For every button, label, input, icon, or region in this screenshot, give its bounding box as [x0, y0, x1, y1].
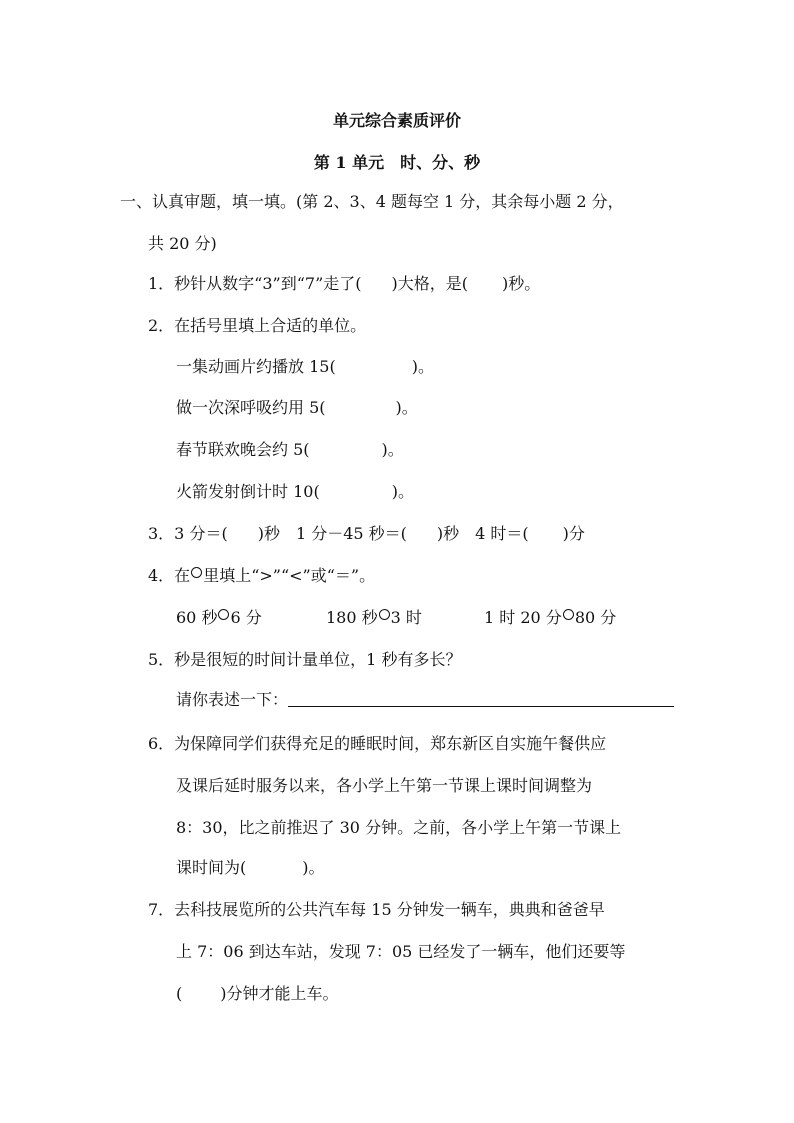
q2-item-4-pre: 火箭发射倒计时 10(: [176, 482, 320, 501]
q4-stem-a: 4．在: [148, 566, 191, 585]
q2-item-2-pre: 做一次深呼吸约用 5(: [176, 398, 326, 417]
compare-circle-1[interactable]: [218, 609, 229, 620]
q7-text-a: (: [176, 984, 183, 1003]
question-6-line-3: 8：30，比之前推迟了 30 分钟。之前，各小学上午第一节课上: [176, 818, 622, 837]
q4-compare-3: [484, 608, 616, 628]
q1-text-a: 1．秒针从数字“3”到“7”走了(: [148, 274, 362, 293]
q2-item-4: [176, 482, 414, 502]
question-7-line-2: 上 7：06 到达车站，发现 7：05 已经发了一辆车，他们还要等: [176, 942, 626, 961]
q2-item-1-pre: 一集动画片约播放 15(: [176, 357, 336, 376]
question-7-line-3: [176, 984, 339, 1004]
question-1: [148, 274, 540, 294]
compare-circle-2[interactable]: [379, 609, 390, 620]
unit-subtitle: 第 1 单元 时、分、秒: [313, 153, 481, 172]
q3-part-2: )秒 1 分－45 秒＝(: [257, 524, 407, 543]
q4-c1-right: 6 分: [230, 608, 262, 627]
q5-answer-line: [176, 690, 674, 710]
q2-item-2-post: )。: [395, 398, 418, 417]
page-title: 单元综合素质评价: [332, 111, 461, 130]
question-6-line-4: [176, 858, 325, 878]
q2-item-3: [176, 440, 404, 460]
q6-text-b: )。: [302, 858, 325, 877]
q2-item-4-post: )。: [391, 482, 414, 501]
question-2-stem: 2．在括号里填上合适的单位。: [148, 316, 367, 335]
q2-item-2: [176, 398, 418, 418]
q7-text-b: )分钟才能上车。: [220, 984, 339, 1003]
q4-stem-b: 里填上“>”“<”或“＝”。: [203, 566, 376, 585]
q1-text-b: )大格，是(: [391, 274, 469, 293]
q4-c2-left: 180 秒: [326, 608, 378, 627]
q5-answer-field[interactable]: [288, 690, 674, 707]
q4-c3-left: 1 时 20 分: [484, 608, 562, 627]
circle-icon: [191, 567, 202, 578]
q5-prompt: 请你表述一下：: [176, 690, 289, 709]
q2-item-1-post: )。: [411, 357, 434, 376]
q4-c1-left: 60 秒: [176, 608, 218, 627]
question-6-line-1: 6．为保障同学们获得充足的睡眠时间，郑东新区自实施午餐供应: [148, 734, 607, 753]
question-6-line-2: 及课后延时服务以来，各小学上午第一节课上课时间调整为: [176, 776, 593, 795]
question-7-line-1: 7．去科技展览所的公共汽车每 15 分钟发一辆车，典典和爸爸早: [148, 900, 605, 919]
q2-item-1: [176, 357, 434, 377]
section-heading-cont: 共 20 分): [148, 234, 217, 253]
section-heading: 一、认真审题，填一填。(第 2、3、4 题每空 1 分，其余每小题 2 分，: [120, 192, 624, 211]
q3-part-3: )秒 4 时＝(: [436, 524, 529, 543]
q3-part-1: 3．3 分＝(: [148, 524, 228, 543]
q4-c2-right: 3 时: [390, 608, 422, 627]
question-5-stem: 5．秒是很短的时间计量单位，1 秒有多长？: [148, 650, 462, 669]
q1-text-c: )秒。: [502, 274, 541, 293]
q4-c3-right: 80 分: [574, 608, 617, 627]
q4-compare-2: [326, 608, 422, 628]
compare-circle-3[interactable]: [563, 609, 574, 620]
q2-item-3-post: )。: [381, 440, 404, 459]
q4-compare-1: [176, 608, 262, 628]
q3-part-4: )分: [562, 524, 585, 543]
question-4-stem: [148, 566, 375, 586]
q2-item-3-pre: 春节联欢晚会约 5(: [176, 440, 310, 459]
question-3: [148, 524, 585, 544]
q6-text-a: 课时间为(: [176, 858, 247, 877]
